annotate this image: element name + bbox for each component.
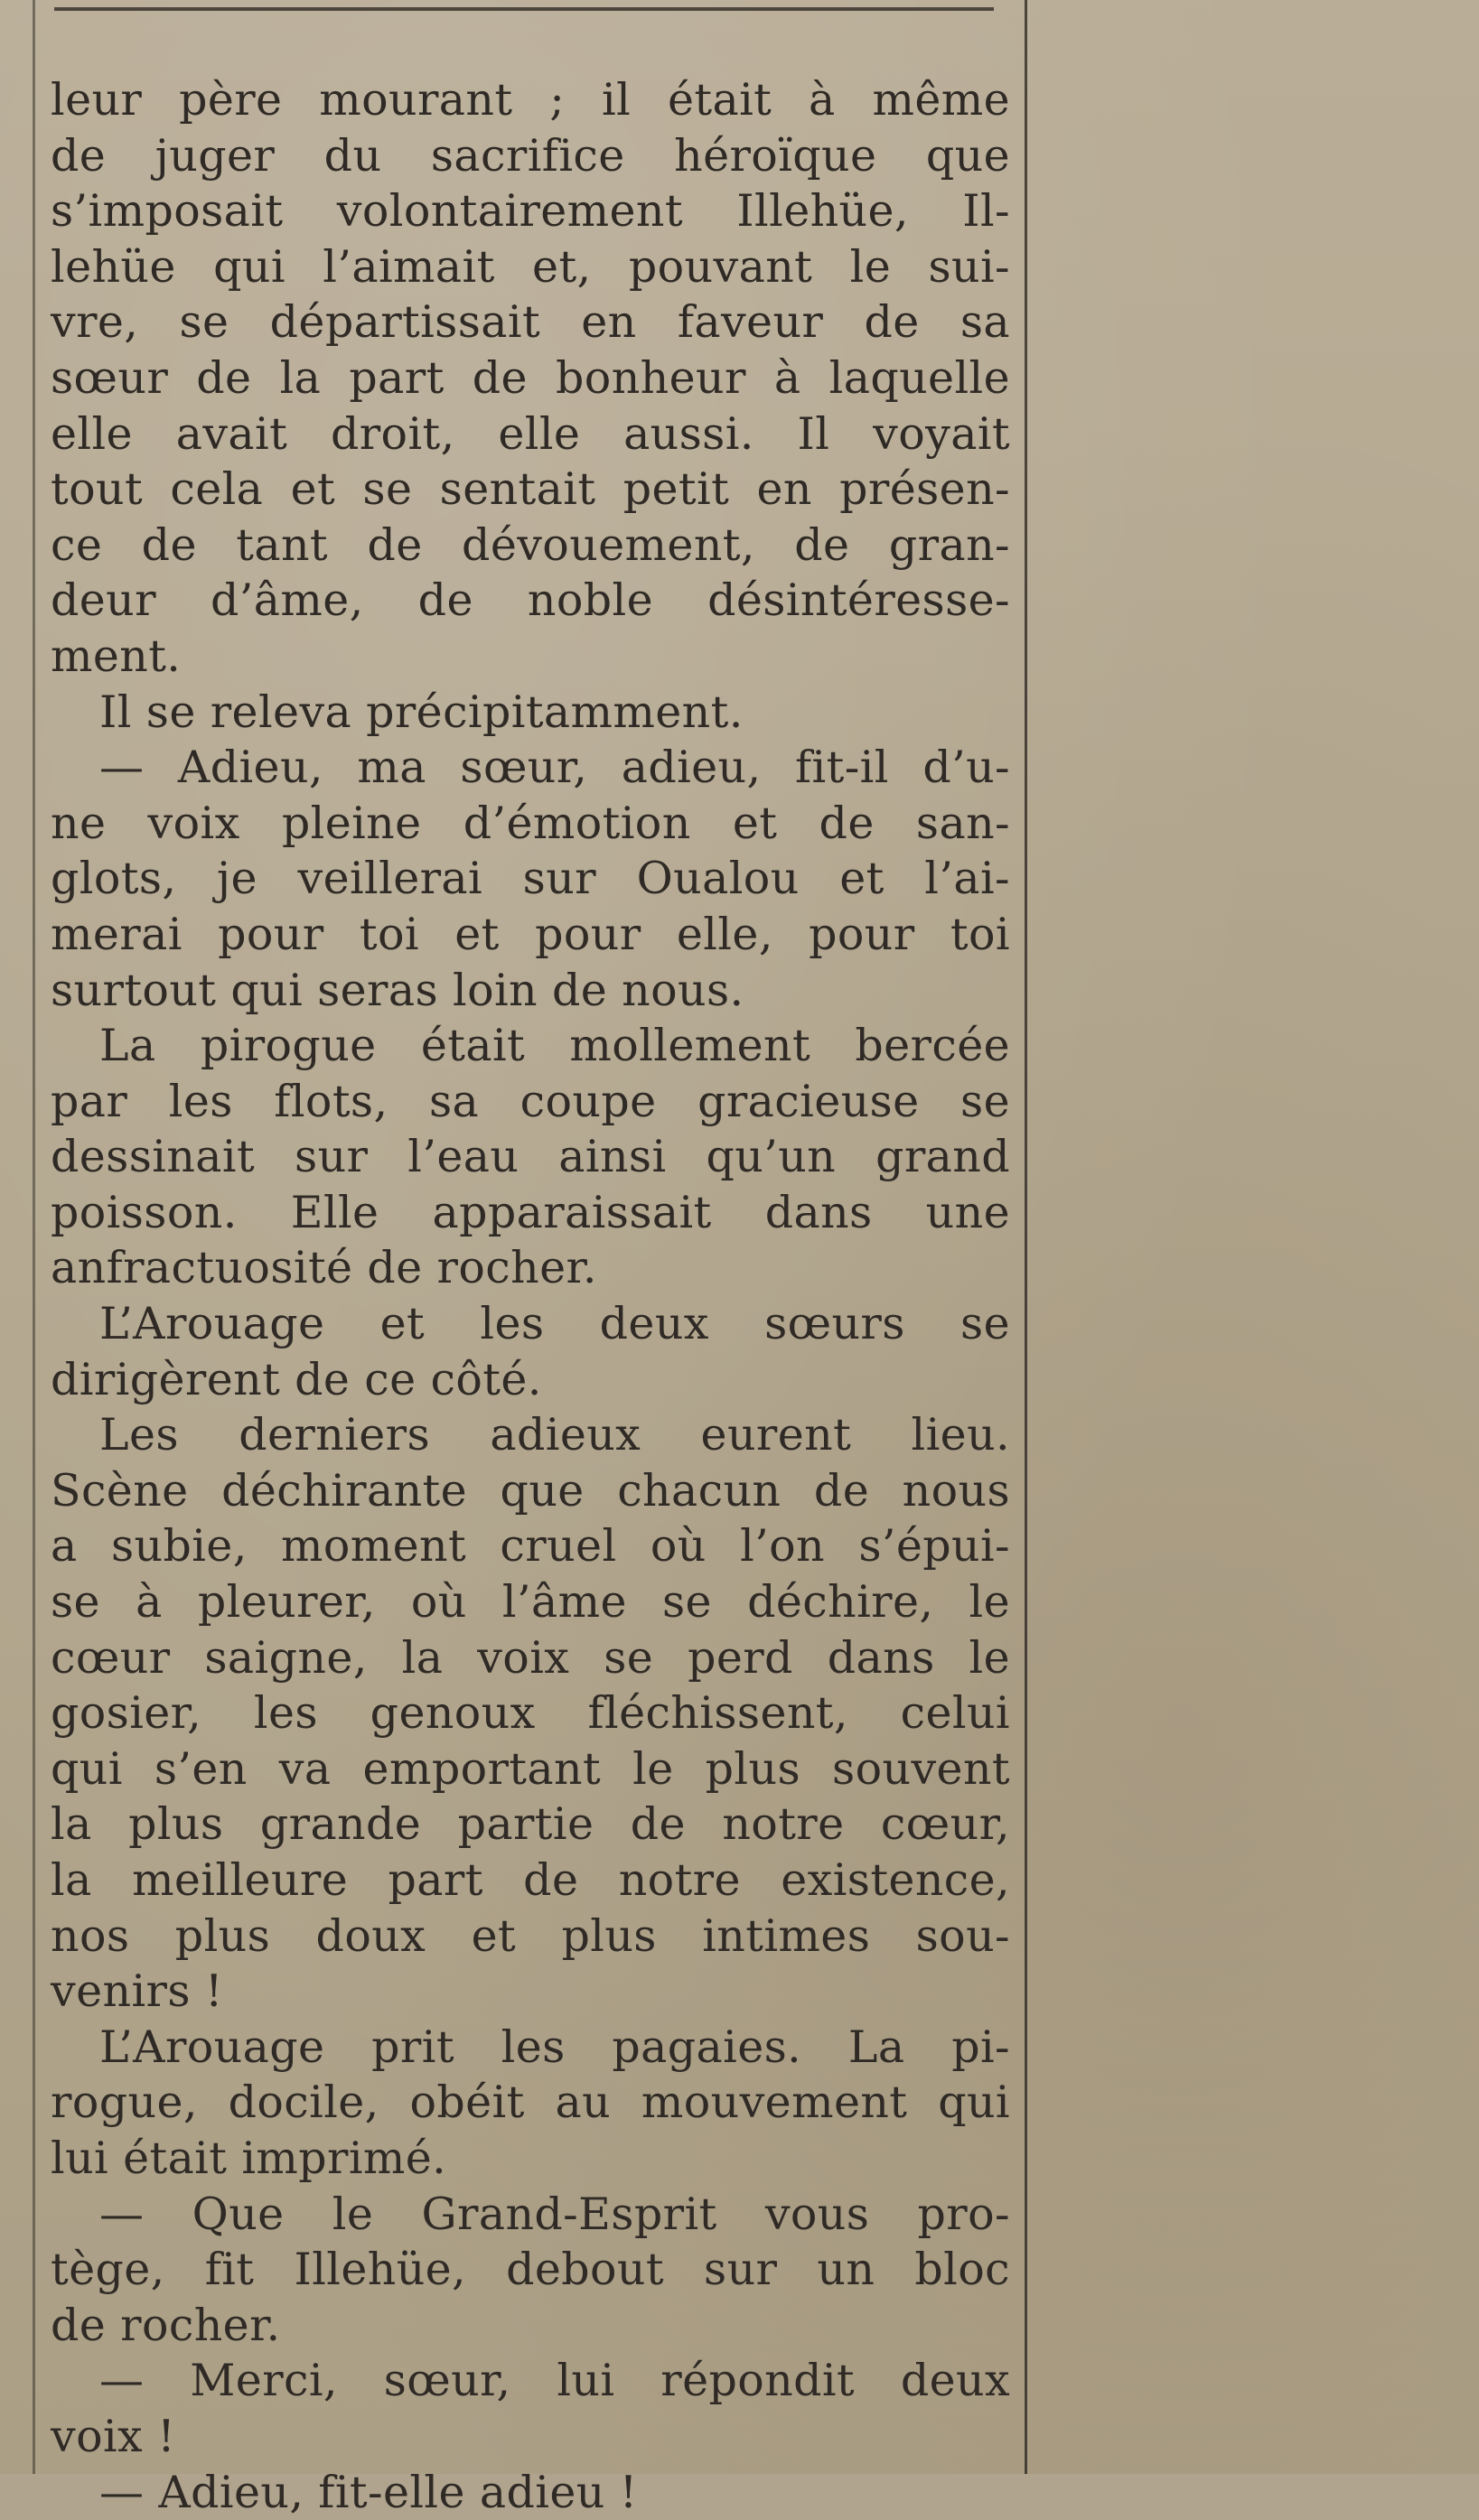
left-column-rule xyxy=(33,0,35,2474)
text-line: sœur de la part de bonheur à laquelle xyxy=(51,351,1010,404)
text-line: L’Arouage prit les pagaies. La pi- xyxy=(99,2021,1010,2073)
top-rule xyxy=(54,7,994,11)
text-line: merai pour toi et pour elle, pour toi xyxy=(51,908,1010,960)
text-line: de juger du sacrifice héroïque que xyxy=(51,129,1010,182)
text-line: — Adieu, fit-elle adieu ! xyxy=(99,2466,638,2518)
text-line: a subie, moment cruel où l’on s’épui- xyxy=(51,1520,1010,1573)
text-line: Il se releva précipitamment. xyxy=(99,686,744,738)
text-line: vre, se départissait en faveur de sa xyxy=(51,296,1010,349)
text-line: gosier, les genoux fléchissent, celui xyxy=(51,1687,1010,1740)
text-line: tout cela et se sentait petit en présen- xyxy=(51,463,1010,516)
text-line: leur père mourant ; il était à même xyxy=(51,74,1010,126)
text-line: de rocher. xyxy=(51,2299,281,2351)
text-line: — Que le Grand-Esprit vous pro- xyxy=(99,2188,1010,2240)
text-line: poisson. Elle apparaissait dans une xyxy=(51,1186,1010,1238)
text-line: venirs ! xyxy=(51,1965,223,2018)
text-line: Les derniers adieux eurent lieu. xyxy=(99,1409,1010,1461)
text-line: cœur saigne, la voix se perd dans le xyxy=(51,1631,1010,1684)
text-line: rogue, docile, obéit au mouvement qui xyxy=(51,2077,1010,2129)
text-line: se à pleurer, où l’âme se déchire, le xyxy=(51,1576,1010,1629)
text-line: nos plus doux et plus intimes sou- xyxy=(51,1909,1010,1962)
text-line: La pirogue était mollement bercée xyxy=(99,1020,1010,1072)
right-column-rule xyxy=(1025,0,1027,2474)
text-line: tège, fit Illehüe, debout sur un bloc xyxy=(51,2244,1010,2296)
text-line: elle avait droit, elle aussi. Il voyait xyxy=(51,407,1010,460)
text-line: ment. xyxy=(51,630,182,682)
text-line: lehüe qui l’aimait et, pouvant le sui- xyxy=(51,240,1010,293)
text-line: — Adieu, ma sœur, adieu, fit-il d’u- xyxy=(99,742,1010,794)
text-line: glots, je veillerai sur Oualou et l’ai- xyxy=(51,853,1010,905)
text-line: dirigèrent de ce côté. xyxy=(51,1353,542,1405)
text-line: — Merci, sœur, lui répondit deux xyxy=(99,2355,1010,2407)
text-line: L’Arouage et les deux sœurs se xyxy=(99,1298,1010,1350)
text-line: surtout qui seras loin de nous. xyxy=(51,964,744,1016)
text-column xyxy=(51,72,1010,2520)
text-line: s’imposait volontairement Illehüe, Il- xyxy=(51,185,1010,238)
text-line: la plus grande partie de notre cœur, xyxy=(51,1798,1010,1851)
text-line: ne voix pleine d’émotion et de san- xyxy=(51,797,1010,849)
text-line: Scène déchirante que chacun de nous xyxy=(51,1464,1010,1517)
text-line: la meilleure part de notre existence, xyxy=(51,1854,1010,1906)
text-line: qui s’en va emportant le plus souvent xyxy=(51,1742,1010,1795)
text-line: par les flots, sa coupe gracieuse se xyxy=(51,1075,1010,1127)
text-line: deur d’âme, de noble désintéresse- xyxy=(51,574,1010,627)
text-line: voix ! xyxy=(51,2410,176,2462)
text-line: dessinait sur l’eau ainsi qu’un grand xyxy=(51,1131,1010,1183)
text-line: anfractuosité de rocher. xyxy=(51,1242,597,1294)
text-line: lui était imprimé. xyxy=(51,2132,447,2184)
text-line: ce de tant de dévouement, de gran- xyxy=(51,518,1010,571)
